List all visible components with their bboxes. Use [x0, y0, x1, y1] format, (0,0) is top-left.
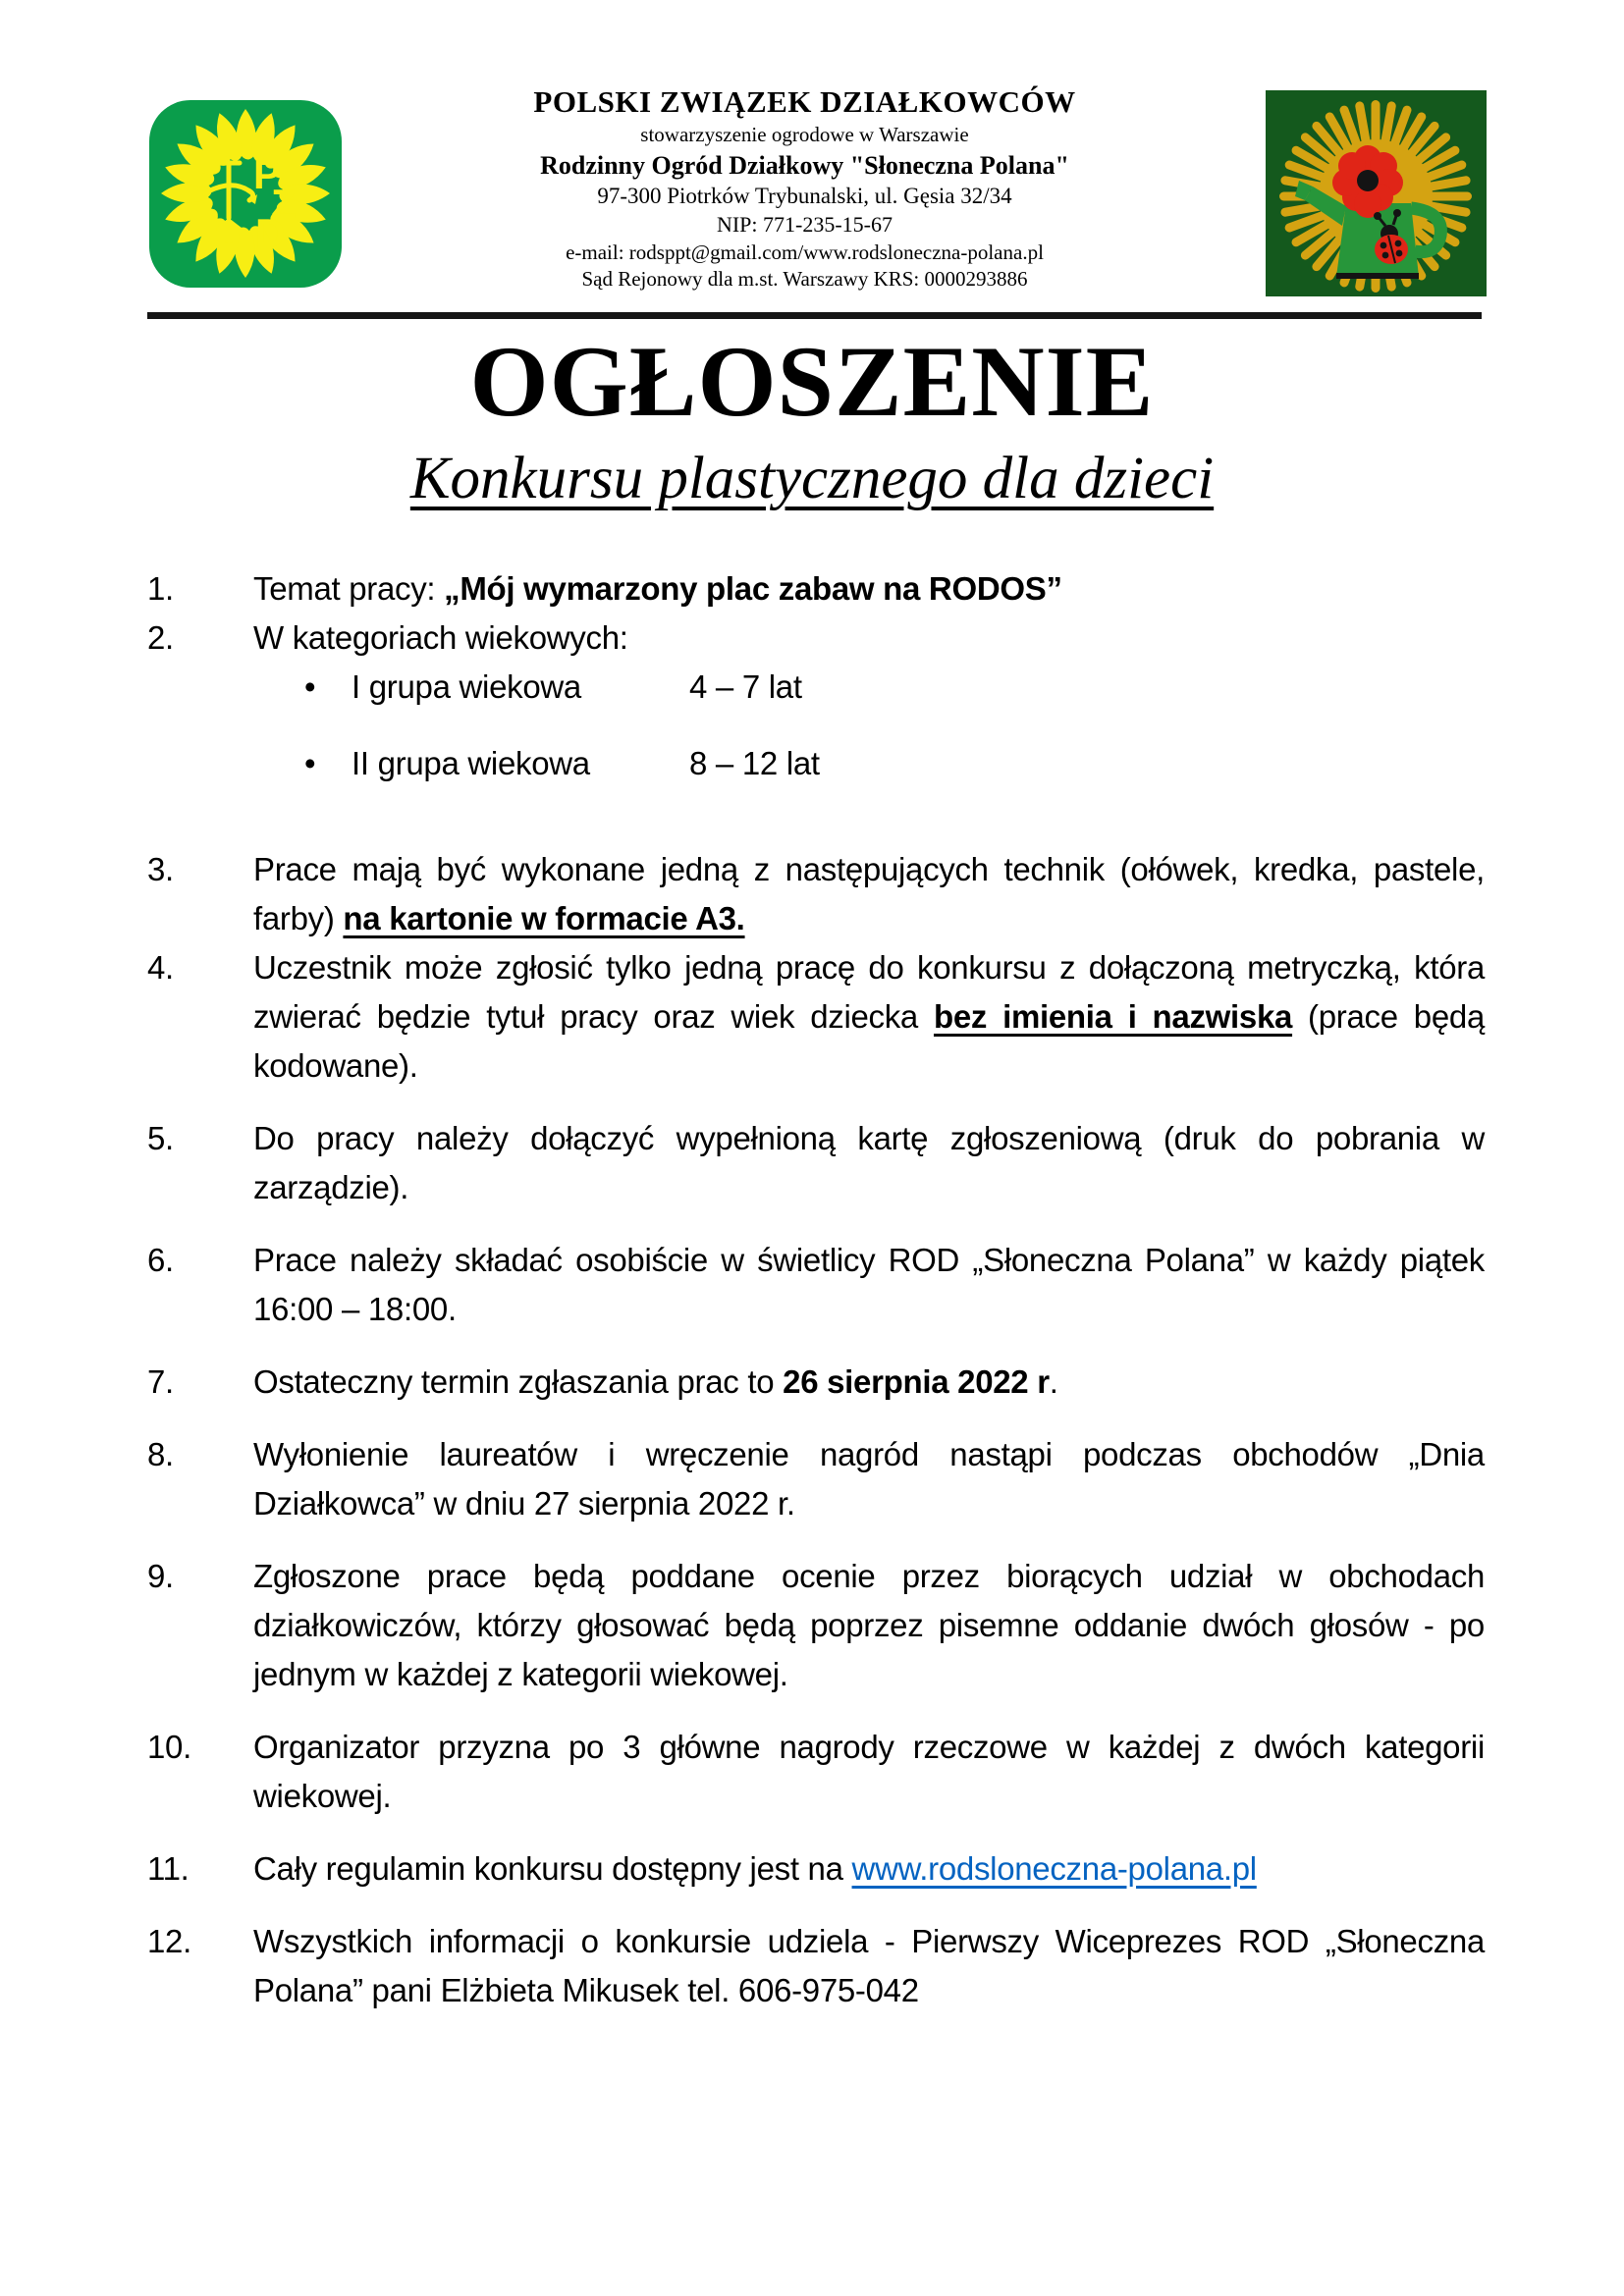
- list-item-number: 9.: [147, 1558, 174, 1595]
- text-run: Uczestnik może zgłosić tylko jedną pracę do konkursu z dołączoną metryczką, która zwierać będzie tytuł pracy oraz wiek dziecka: [253, 949, 1485, 1036]
- list-item-number: 6.: [147, 1242, 174, 1279]
- text-run: Prace należy składać osobiście w świetlicy ROD „Słoneczna Polana” w każdy piątek 16:00 – 18:00.: [253, 1242, 1485, 1328]
- list-item-number: 4.: [147, 949, 174, 987]
- list-item-number: 2.: [147, 619, 174, 657]
- text-run: bez imienia i nazwiska: [933, 998, 1293, 1036]
- text-run: „Mój wymarzony plac zabaw na RODOS”: [444, 570, 1062, 608]
- list-item: [147, 1114, 1485, 1212]
- page-subtitle: Konkursu plastycznego dla dzieci: [409, 446, 1215, 512]
- text-run: Zgłoszone prace będą poddane ocenie przez biorących udział w obchodach działkowiczów, którzy głosować będą poprzez pisemne oddanie dwóch głosów - po jednym w każdej z kategorii wiekowej.: [253, 1558, 1485, 1693]
- list-item-number: 10.: [147, 1729, 191, 1766]
- list-item-number: 5.: [147, 1120, 174, 1157]
- text-run: Ostateczny termin zgłaszania prac to: [253, 1363, 784, 1401]
- text-run: Organizator przyzna po 3 główne nagrody rzeczowe w każdej z dwóch kategorii wiekowej.: [253, 1729, 1485, 1815]
- list-item-text: [253, 1236, 1485, 1334]
- age-group-bullet-item: [304, 663, 1485, 712]
- list-item: [147, 1358, 1485, 1407]
- rod-sloneczna-polana-logo: [1266, 90, 1487, 296]
- numbered-list: [147, 564, 1485, 2015]
- header-divider: [147, 312, 1482, 319]
- age-group-label: II grupa wiekowa: [352, 745, 590, 782]
- list-item-text: [253, 564, 1485, 614]
- bullet-icon: •: [304, 668, 316, 706]
- rod-logo-graphic: [1266, 90, 1487, 296]
- list-item-number: 7.: [147, 1363, 174, 1401]
- list-item-text: [253, 845, 1485, 943]
- org-type: stowarzyszenie ogrodowe w Warszawie: [640, 123, 969, 147]
- svg-text:D: D: [255, 210, 286, 256]
- list-item-text: [253, 1552, 1485, 1699]
- garden-name: Rodzinny Ogród Działkowy "Słoneczna Polana": [540, 150, 1069, 180]
- text-run: 26 sierpnia 2022 r: [783, 1363, 1050, 1401]
- list-item: [147, 564, 1485, 614]
- text-run: Do pracy należy dołączyć wypełnioną kartę zgłoszeniową (druk do pobrania w zarządzie).: [253, 1120, 1485, 1206]
- text-run: Cały regulamin konkursu dostępny jest na: [253, 1850, 852, 1888]
- list-item-text: [253, 1723, 1485, 1821]
- list-item-text: [253, 1844, 1485, 1894]
- list-item: [147, 845, 1485, 943]
- text-run: Prace mają być wykonane jedną z następujących technik (ołówek, kredka, pastele, farby): [253, 851, 1485, 937]
- list-item-number: 12.: [147, 1923, 191, 1960]
- list-item: [147, 1236, 1485, 1334]
- pzd-logo-graphic: [147, 98, 344, 290]
- text-run: (prace będą kodowane).: [253, 998, 1485, 1085]
- list-item-text: [253, 1114, 1485, 1212]
- list-item-number: 11.: [147, 1850, 189, 1888]
- pzd-logo: [147, 98, 344, 290]
- spacer: [147, 816, 1485, 845]
- page-title: OGŁOSZENIE: [469, 326, 1155, 438]
- list-item-text: [253, 1430, 1485, 1528]
- list-item: [147, 1430, 1485, 1528]
- list-item: [147, 614, 1485, 663]
- org-court-krs: Sąd Rejonowy dla m.st. Warszawy KRS: 0000293886: [581, 267, 1028, 292]
- age-group-range: 8 – 12 lat: [689, 745, 820, 782]
- list-item: [147, 1723, 1485, 1821]
- list-item-text: [253, 943, 1485, 1091]
- list-item: [147, 943, 1485, 1091]
- list-item: [147, 1552, 1485, 1699]
- text-run: Temat pracy:: [253, 570, 445, 608]
- list-item-number: 3.: [147, 851, 174, 888]
- list-item-text: [253, 1917, 1485, 2015]
- text-run: .: [1049, 1363, 1058, 1401]
- list-item-text: [253, 1358, 1485, 1407]
- svg-text:P: P: [253, 151, 282, 197]
- text-run: na kartonie w formacie A3.: [343, 900, 745, 937]
- regulations-website-link[interactable]: www.rodsloneczna-polana.pl: [851, 1850, 1257, 1888]
- text-run: Wszystkich informacji o konkursie udziela - Pierwszy Wiceprezes ROD „Słoneczna Polana” pani Elżbieta Mikusek tel. 606-975-042: [253, 1923, 1485, 2009]
- list-item-number: 1.: [147, 570, 174, 608]
- org-nip: NIP: 771-235-15-67: [716, 212, 893, 238]
- age-group-bullet-item: [304, 739, 1485, 788]
- age-group-range: 4 – 7 lat: [689, 668, 802, 706]
- age-group-label: I grupa wiekowa: [352, 668, 581, 706]
- org-street-address: 97-300 Piotrków Trybunalski, ul. Gęsia 32/34: [597, 184, 1012, 209]
- text-run: W kategoriach wiekowych:: [253, 619, 628, 657]
- document-header: [0, 0, 1624, 296]
- text-run: Wyłonienie laureatów i wręczenie nagród nastąpi podczas obchodów „Dnia Działkowca” w dniu 27 sierpnia 2022 r.: [253, 1436, 1485, 1522]
- svg-text:Z: Z: [271, 181, 297, 227]
- org-email-web: e-mail: rodsppt@gmail.com/www.rodsloneczna-polana.pl: [566, 240, 1044, 264]
- org-address-block: [344, 69, 1266, 293]
- list-item-number: 8.: [147, 1436, 174, 1473]
- list-item: [147, 1917, 1485, 2015]
- bullet-icon: •: [304, 745, 316, 782]
- list-item: [147, 1844, 1485, 1894]
- list-item-text: [253, 614, 1485, 663]
- org-name: POLSKI ZWIĄZEK DZIAŁKOWCÓW: [533, 84, 1076, 119]
